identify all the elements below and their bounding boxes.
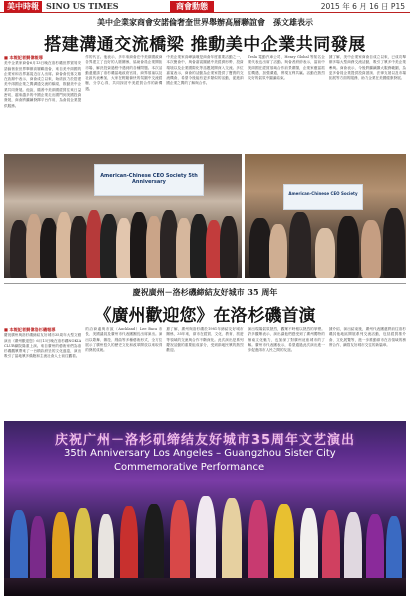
reception-photo (245, 154, 406, 278)
date-page: 2015 年 6 月 16 日 P15 (320, 2, 405, 11)
paper-label: 美中時報 (4, 1, 42, 12)
article2-kicker: 慶祝廣州－洛杉磯締結友好城市 35 周年 (132, 287, 278, 297)
article1-column (248, 55, 325, 152)
article2-column (166, 327, 243, 419)
stage-floor (4, 578, 406, 596)
stage-title-english-1: 35th Anniversary Los Angeles – Guangzhou Sister City (64, 448, 336, 459)
article2-headline: 《廣州歡迎您》在洛杉磯首演 (94, 306, 316, 326)
article1-column (166, 55, 243, 152)
people-silhouettes (245, 201, 406, 278)
article1-column-text: 據了解，美中企業家商會自成立以來，已成功舉辦多場大型商務交流活動，吸引了眾多中美企業參與。商會表示，今後將繼續擴大服務範圍，為更多會員企業提供投資諮詢、法律支援以及市場拓展等方面的服務，助力企業在美國健康發展。 (328, 55, 407, 81)
section-divider (4, 283, 406, 284)
article1-kicker: 美中企業家商會安諾倫奢奎世界舉辦高層聯誼會 孫文雄表示 (97, 17, 313, 27)
stage-title-chinese: 庆祝广州－洛杉矶缔结友好城市35周年文艺演出 (54, 433, 356, 448)
article2-column-text: 據了解，廣州與洛杉磯於1981年締結友好城市關係，35年來，兩市在經貿、文化、教育、旅遊等領域的交流與合作不斷深化。此次演出是系列慶祝活動的重要組成部分，受到兩地民眾的熱烈歡迎。 (166, 327, 244, 353)
article2-column (329, 327, 406, 419)
article1-column (4, 55, 81, 152)
article2-body (4, 327, 406, 419)
section-badge: 商會動態 (170, 1, 214, 12)
article2-column (85, 327, 162, 419)
article2-column-text: 慶祝廣州與洛杉磯締結友好城市35周年大型文藝演出《廣州歡迎您》6月13日晚在洛杉磯NOKIA CLUB劇院隆重上演。來自廣州的藝術家們為洛杉磯觀眾帶來了一台精彩紛呈的文化盛宴，演出吸引了當地眾多僑胞和主流社會人士前往觀看。 (4, 333, 82, 359)
article1-column (85, 55, 162, 152)
article2-column (248, 327, 325, 419)
group-photo (4, 154, 242, 278)
event-banner-small: American-Chinese CEO Society (283, 184, 363, 210)
article1-column-text: 作的代言。他表示，多年來商會在中美兩國政商各界建立了良好的人脈關係，協助會員企業開拓市場，解決投資過程中遇到的各種問題。本次活動還邀請了洛杉磯當地政府官員、商界領袖以及社區代表參加，大家在輕鬆愉快的氛圍中交流經驗，分享心得，共同探討中美經貿合作的新機遇。 (85, 55, 163, 91)
article2-byline: ■ 本報記者劉偉洛杉磯報導 (4, 327, 56, 332)
article1-column-text: Tesla 電動汽車公司、Henry Global 等知名企業代表也出席了活動。與會者紛紛表示，當前中美兩國在經貿領域合作前景廣闊，企業家應當抓住機遇，加強溝通，實現互利共贏。活動在熱烈友好的氣氛中圓滿結束。 (247, 55, 325, 81)
article1-column (329, 55, 406, 152)
article1-column-text: 中美企業家高峰論壇是商會年度重要活動之一，本次聚會中，與會嘉賓圍繞中美經濟形勢、投資環境以及企業國際化等話題展開深入交流。多位嘉賓表示，商會的活動為企業家提供了寶貴的交流機會，希望今後能有更多類似的活動，促進兩國企業之間的了解與合作。 (166, 55, 244, 86)
stage-title-english-2: Commemorative Performance (114, 462, 265, 473)
article2-column (4, 327, 81, 419)
article2-column-text: 演出現場氣氛熱烈，觀眾不時報以熱烈的掌聲。許多觀眾表示，演出讓他們感受到了廣州獨特的嶺南文化魅力，也加深了對廣州這座城市的了解。廣州市代表團表示，希望通過此次演出進一步促進兩市人民之間的友誼。 (247, 327, 325, 353)
article1-column-text: 美中企業家商會6月13日晚在洛杉磯世界貿易安諾倫奢奎世界舉辦高層聯誼會，來自美中兩國的企業家和各界嘉賓近百人出席。商會會長孫文雄在致辭中表示，商會成立以來，始終致力於搭建美中兩國企業之間溝通交流的橋梁，推動美中企業共同發展。他說，隨著中美兩國經貿往來日益密切，越來越多的中國企業走出國門到美國投資發展，商會將繼續發揮平台作用，為會員企業提供服務。 (4, 61, 82, 108)
stage-photo (4, 421, 406, 596)
article1-headline: 搭建溝通交流橋梁 推動美中企業共同發展 (44, 35, 366, 55)
article1-byline: ■ 本報記者劉偉報導 (4, 55, 43, 60)
article1-body (4, 55, 406, 152)
article2-column-text: 的洽商處與市區（Auckland）Lee Baca 市長、美國議員及廣州市代表團團長出席演出。演出以歌舞、雜技、戲曲等多種藝術形式，全方位展示了廣州悠久的歷史文化和改革開放以來取得的發展成就。 (85, 327, 163, 353)
people-silhouettes (4, 201, 242, 278)
paper-english-name: SINO US TIMES (46, 1, 119, 11)
masthead (0, 0, 410, 13)
event-banner: American-Chinese CEO Society 5th Anniversary (94, 164, 204, 196)
article2-column-text: 據介紹，演出結束後，廣州代表團還將前往洛杉磯其他地區開展系列交流活動，包括經貿推介會、文化展覽等，進一步推動兩市在各領域的務實合作，續寫友好城市交往的新篇章。 (328, 327, 407, 347)
